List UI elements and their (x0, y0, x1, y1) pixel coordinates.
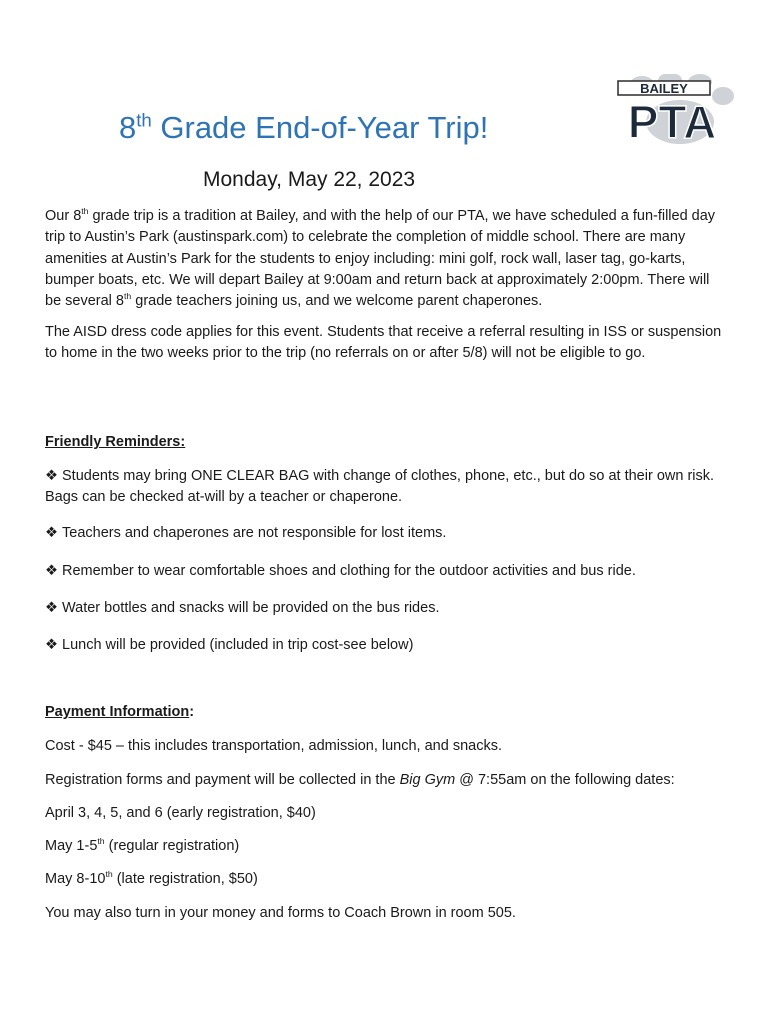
page-title: 8th Grade End-of-Year Trip! (119, 109, 489, 145)
payment-cost: Cost - $45 – this includes transportation, admission, lunch, and snacks. (45, 738, 502, 754)
logo-pta-text: PTA (627, 96, 717, 146)
payment-alternate: You may also turn in your money and forms to Coach Brown in room 505. (45, 905, 516, 921)
bailey-pta-logo (608, 74, 738, 146)
diamond-bullet-icon: ❖ (45, 637, 58, 653)
diamond-bullet-icon: ❖ (45, 468, 58, 484)
reminder-item: ❖ Students may bring ONE CLEAR BAG with change of clothes, phone, etc., but do so at their own risk. Bags can be checked at-will by a teacher or chaperone. (45, 468, 715, 506)
payment-late-dates: May 8-10th (late registration, $50) (45, 869, 258, 887)
diamond-bullet-icon: ❖ (45, 563, 58, 579)
payment-heading: Payment Information: (45, 704, 195, 720)
event-date: Monday, May 22, 2023 (203, 168, 416, 191)
logo-bailey-text: BAILEY (640, 81, 688, 96)
reminder-item: ❖ Teachers and chaperones are not responsible for lost items. (45, 525, 447, 541)
intro-paragraph: Our 8th grade trip is a tradition at Bailey, and with the help of our PTA, we have scheduled a fun-filled day trip to Austin’s Park (austinspark.com) to celebrate the completion of middle school. There are many amenities at Austin’s Park for the students to enjoy including: mini golf, rock wall, laser tag, go-karts, bumper boats, etc. We will depart Bailey at 9:00am and return back at approximately 2:00pm. There will be several 8th grade teachers joining us, and we welcome parent chaperones. (45, 206, 716, 310)
reminder-item: ❖ Lunch will be provided (included in trip cost-see below) (45, 637, 414, 653)
payment-early-dates: April 3, 4, 5, and 6 (early registration, $40) (45, 805, 316, 821)
reminder-item: ❖ Remember to wear comfortable shoes and clothing for the outdoor activities and bus ride. (45, 563, 636, 579)
reminders-heading: Friendly Reminders: (45, 434, 186, 450)
diamond-bullet-icon: ❖ (45, 525, 58, 541)
diamond-bullet-icon: ❖ (45, 600, 58, 616)
reminder-item: ❖ Water bottles and snacks will be provided on the bus rides. (45, 600, 440, 616)
dress-code-paragraph: The AISD dress code applies for this event. Students that receive a referral resulting in ISS or suspension to home in the two weeks prior to the trip (no referrals on or after 5/8) will not be eligible to go. (45, 324, 722, 362)
payment-regular-dates: May 1-5th (regular registration) (45, 836, 240, 854)
payment-registration: Registration forms and payment will be collected in the Big Gym @ 7:55am on the following dates: (45, 772, 675, 788)
